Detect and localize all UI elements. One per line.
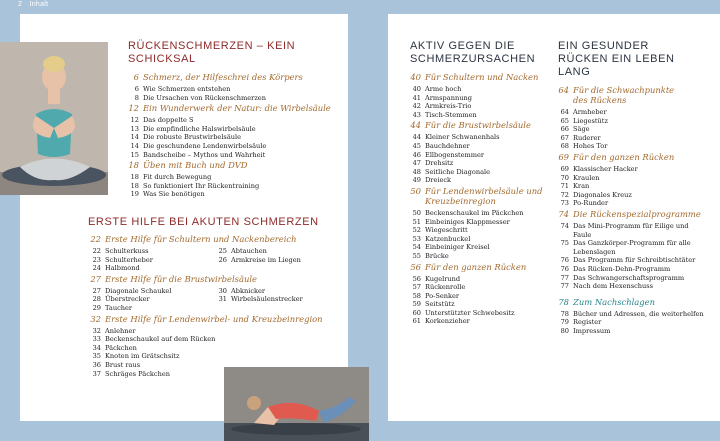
two-column-list	[90, 287, 345, 313]
section-title: RÜCKENSCHMERZEN – KEIN SCHICKSAL	[128, 40, 296, 65]
toc-entry[interactable]: 77 Nach dem Hexenschuss	[560, 282, 654, 291]
toc-entry[interactable]: 75 Das Ganzkörper-Programm für alle Lebenslagen	[560, 239, 691, 256]
toc-entry[interactable]: 29 Taucher	[92, 303, 133, 312]
section-title: ERSTE HILFE BEI AKUTEN SCHMERZEN	[88, 216, 319, 228]
toc-entry[interactable]: 40 Arme hoch	[412, 85, 462, 93]
toc-entry[interactable]: 42 Armkreis-Trio	[412, 102, 472, 111]
toc-heading[interactable]: 18 Üben mit Buch und DVD	[128, 160, 248, 171]
section-erste-hilfe	[90, 216, 345, 378]
toc-entry[interactable]: 74 Das Mini-Programm für Eilige und Faule	[560, 221, 689, 239]
toc-entry[interactable]: 13 Die empfindliche Halswirbelsäule	[130, 124, 256, 133]
toc-entry[interactable]: 78 Bücher und Adressen, die weiterhelfen	[560, 309, 704, 318]
toc-entry[interactable]: 56 Kugelrund	[412, 274, 461, 283]
toc-entry[interactable]: 24 Halbmond	[92, 264, 140, 273]
toc-entry[interactable]: 51 Einbeiniges Klappmesser	[412, 217, 510, 226]
toc-heading[interactable]: 27 Erste Hilfe für die Brustwirbelsäule	[90, 273, 257, 284]
toc-entry[interactable]: 68 Hohes Tor	[560, 142, 608, 151]
toc-entry[interactable]: 54 Einbeiniger Kreisel	[412, 243, 490, 252]
toc-entry[interactable]: 23 Schulterheber	[92, 255, 153, 264]
section-title: AKTIV GEGEN DIE SCHMERZURSACHEN	[410, 40, 536, 65]
toc-entry[interactable]: 34 Päckchen	[92, 343, 137, 352]
toc-entry[interactable]: 30 Abknicker	[218, 286, 266, 295]
toc-heading[interactable]: 40 Für Schultern und Nacken	[410, 72, 539, 82]
toc-entry[interactable]: 67 Ruderer	[560, 133, 601, 142]
toc-heading[interactable]: 44 Für die Brustwirbelsäule	[410, 120, 531, 131]
toc-entry[interactable]: 48 Seitliche Diagonale	[412, 167, 491, 176]
toc-entry[interactable]: 73 Po-Runder	[560, 199, 609, 208]
toc-entry[interactable]: 18 So funktioniert Ihr Rückentraining	[130, 181, 260, 190]
toc-heading[interactable]: 6 Schmerz, der Hilfeschrei des Körpers	[133, 72, 303, 82]
toc-entry[interactable]: 45 Bauchdehner	[412, 141, 470, 150]
toc-entry[interactable]: 57 Rückenrolle	[412, 283, 466, 292]
page-number: 2	[18, 1, 23, 8]
toc-entry[interactable]: 70 Kraulen	[560, 173, 600, 182]
toc-entry[interactable]: 43 Tisch-Stemmen	[412, 110, 477, 119]
toc-heading[interactable]: 78 Zum Nachschlagen	[558, 296, 655, 307]
toc-entry[interactable]: 60 Unterstützter Schwebesitz	[412, 308, 515, 317]
toc-entry[interactable]: 41 Armspannung	[412, 93, 472, 102]
section-title: EIN GESUNDER RÜCKEN EIN LEBEN LANG	[558, 40, 675, 78]
toc-heading[interactable]: 56 Für den ganzen Rücken	[410, 261, 527, 272]
toc-heading[interactable]: 22 Erste Hilfe für Schultern und Nackenbereich	[90, 234, 297, 244]
toc-heading[interactable]: 12 Ein Wunderwerk der Natur: die Wirbelsäule	[128, 103, 331, 114]
section-gesunder-ruecken	[558, 40, 708, 335]
toc-entry[interactable]: 35 Knoten im Grätschsitz	[92, 352, 180, 361]
toc-entry[interactable]: 65 Liegestütz	[560, 116, 608, 125]
toc-entry[interactable]: 50 Beckenschaukel im Päckchen	[412, 208, 524, 217]
toc-entry[interactable]: 28 Überstrecker	[92, 295, 150, 304]
toc-entry[interactable]: 80 Impressum	[560, 326, 611, 335]
toc-entry[interactable]: 64 Armheber	[560, 108, 607, 116]
toc-entry[interactable]: 58 Po-Senker	[412, 291, 460, 300]
toc-entry[interactable]: 14 Die robuste Brustwirbelsäule	[130, 133, 242, 142]
toc-entry[interactable]: 27 Diagonale Schaukel	[92, 286, 172, 295]
toc-heading[interactable]: 50 Für Lendenwirbelsäule und Kreuzbeinregion	[410, 185, 543, 206]
toc-entry[interactable]: 26 Armkreise im Liegen	[218, 255, 301, 264]
toc-entry[interactable]: 32 Anlehner	[92, 326, 136, 335]
toc-entry[interactable]: 31 Wirbelsäulenstrecker	[218, 295, 303, 304]
header-title: Inhalt	[29, 1, 49, 8]
toc-entry[interactable]: 77 Das Schwangerschaftsprogramm	[560, 273, 685, 282]
toc-entry[interactable]: 46 Ellbogenstemmer	[412, 150, 485, 159]
toc-entry[interactable]: 6 Wie Schmerzen entstehen	[134, 85, 231, 93]
toc-entry[interactable]: 53 Katzenbuckel	[412, 234, 471, 243]
toc-entry[interactable]: 12 Das doppelte S	[130, 116, 194, 125]
toc-entry[interactable]: 61 Korkenzieher	[412, 317, 470, 326]
section-aktiv	[410, 40, 552, 326]
toc-entry[interactable]: 66 Säge	[560, 125, 590, 134]
toc-entry[interactable]: 47 Drehsitz	[412, 159, 454, 168]
toc-entry[interactable]: 55 Brücke	[412, 251, 449, 260]
page-header	[18, 1, 48, 8]
toc-entry[interactable]: 19 Was Sie benötigen	[130, 190, 205, 199]
woman-meditating-photo	[0, 42, 108, 195]
toc-entry[interactable]: 59 Seitstütz	[412, 300, 455, 309]
toc-entry[interactable]: 72 Diagonales Kreuz	[560, 190, 632, 199]
toc-entry[interactable]: 44 Kleiner Schwanenhals	[412, 133, 500, 142]
toc-entry[interactable]: 15 Bandscheibe – Mythos und Wahrheit	[130, 150, 266, 159]
toc-entry[interactable]: 33 Beckenschaukel auf dem Rücken	[92, 335, 216, 344]
toc-entry[interactable]: 37 Schräges Päckchen	[92, 369, 170, 378]
two-column-list	[90, 247, 345, 273]
toc-heading[interactable]: 64 Für die Schwachpunkte des Rückens	[558, 85, 675, 105]
toc-entry[interactable]: 76 Das Rücken-Dehn-Programm	[560, 264, 671, 273]
toc-entry[interactable]: 76 Das Programm für Schreibtischtäter	[560, 256, 696, 265]
toc-entry[interactable]: 71 Kran	[560, 182, 590, 191]
toc-heading[interactable]: 69 Für den ganzen Rücken	[558, 151, 675, 162]
toc-entry[interactable]: 36 Brust raus	[92, 360, 141, 369]
toc-entry[interactable]: 79 Register	[560, 318, 602, 327]
toc-entry[interactable]: 25 Abtauchen	[218, 247, 267, 255]
toc-entry[interactable]: 14 Die geschundene Lendenwirbelsäule	[130, 141, 267, 150]
toc-entry[interactable]: 69 Klassischer Hacker	[560, 164, 638, 173]
toc-entry[interactable]: 8 Die Ursachen von Rückenschmerzen	[134, 93, 266, 102]
toc-entry[interactable]: 18 Fit durch Bewegung	[130, 173, 212, 182]
toc-entry[interactable]: 22 Schulterkuss	[92, 247, 149, 255]
toc-entry[interactable]: 52 Wiegeschritt	[412, 226, 468, 235]
section-rueckenschmerzen	[128, 40, 343, 199]
toc-heading[interactable]: 32 Erste Hilfe für Lendenwirbel- und Kreuzbeinregion	[90, 313, 323, 324]
toc-entry[interactable]: 49 Dreieck	[412, 176, 452, 185]
toc-heading[interactable]: 74 Die Rückenspezialprogramme	[558, 208, 701, 219]
